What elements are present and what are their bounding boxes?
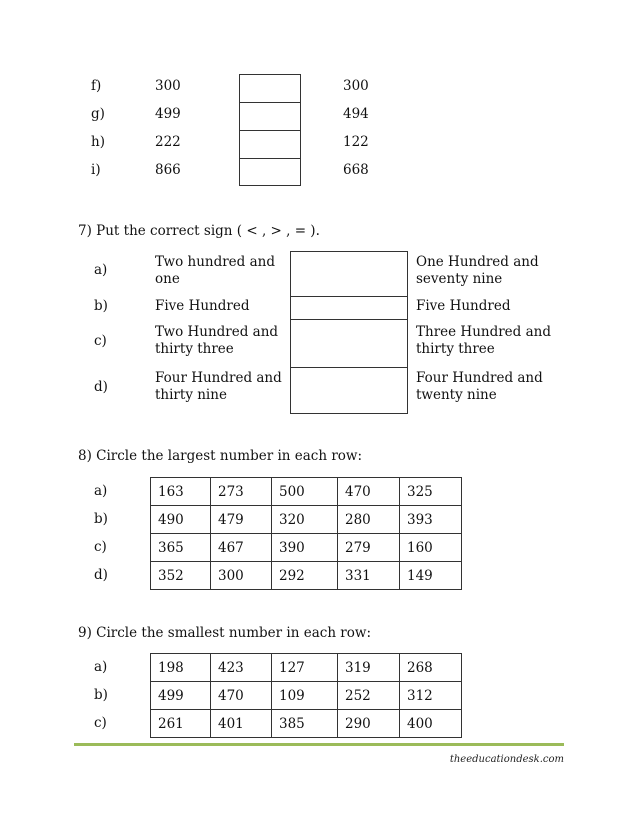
row-label: d) — [94, 379, 108, 395]
left-words: Two Hundred and thirty three — [155, 324, 279, 357]
sign-box[interactable] — [290, 319, 408, 368]
row-label: f) — [91, 78, 102, 94]
left-number: 866 — [155, 162, 181, 178]
row-label: c) — [94, 539, 107, 555]
row-label: c) — [94, 333, 107, 349]
number-cell[interactable]: 325 — [399, 477, 462, 506]
number-cell[interactable]: 280 — [337, 505, 400, 534]
answer-box[interactable] — [239, 102, 301, 131]
number-cell[interactable]: 292 — [271, 561, 338, 590]
number-cell[interactable]: 320 — [271, 505, 338, 534]
right-number: 494 — [343, 106, 369, 122]
row-label: b) — [94, 298, 108, 314]
row-label: h) — [91, 134, 105, 150]
number-cell[interactable]: 467 — [210, 533, 272, 562]
number-cell[interactable]: 500 — [271, 477, 338, 506]
number-cell[interactable]: 470 — [337, 477, 400, 506]
right-number: 300 — [343, 78, 369, 94]
number-cell[interactable]: 312 — [399, 681, 462, 710]
question-title: 9) Circle the smallest number in each row: — [78, 625, 371, 641]
right-words: Three Hundred and thirty three — [416, 324, 551, 357]
row-label: g) — [91, 106, 105, 122]
answer-box[interactable] — [239, 158, 301, 186]
number-cell[interactable]: 109 — [271, 681, 338, 710]
right-number: 122 — [343, 134, 369, 150]
left-number: 300 — [155, 78, 181, 94]
number-cell[interactable]: 385 — [271, 709, 338, 738]
number-cell[interactable]: 261 — [150, 709, 211, 738]
left-number: 499 — [155, 106, 181, 122]
left-words: Two hundred and one — [155, 254, 275, 287]
number-cell[interactable]: 279 — [337, 533, 400, 562]
row-label: c) — [94, 715, 107, 731]
number-cell[interactable]: 127 — [271, 653, 338, 682]
number-cell[interactable]: 331 — [337, 561, 400, 590]
number-cell[interactable]: 499 — [150, 681, 211, 710]
right-words: Four Hundred and twenty nine — [416, 370, 543, 403]
sign-box[interactable] — [290, 296, 408, 320]
row-label: a) — [94, 483, 108, 499]
number-cell[interactable]: 160 — [399, 533, 462, 562]
number-cell[interactable]: 163 — [150, 477, 211, 506]
row-label: b) — [94, 687, 108, 703]
left-words: Four Hundred and thirty nine — [155, 370, 282, 403]
sign-box[interactable] — [290, 251, 408, 297]
question-title: 8) Circle the largest number in each row: — [78, 448, 363, 464]
footer-rule — [74, 743, 564, 746]
number-cell[interactable]: 352 — [150, 561, 211, 590]
number-cell[interactable]: 490 — [150, 505, 211, 534]
number-cell[interactable]: 290 — [337, 709, 400, 738]
answer-box[interactable] — [239, 130, 301, 159]
right-words: One Hundred and seventy nine — [416, 254, 539, 287]
row-label: i) — [91, 162, 101, 178]
number-cell[interactable]: 319 — [337, 653, 400, 682]
footer-site: theeducationdesk.com — [449, 754, 564, 765]
number-cell[interactable]: 390 — [271, 533, 338, 562]
row-label: a) — [94, 659, 108, 675]
number-cell[interactable]: 401 — [210, 709, 272, 738]
number-cell[interactable]: 365 — [150, 533, 211, 562]
right-number: 668 — [343, 162, 369, 178]
number-cell[interactable]: 479 — [210, 505, 272, 534]
number-cell[interactable]: 393 — [399, 505, 462, 534]
row-label: d) — [94, 567, 108, 583]
number-cell[interactable]: 470 — [210, 681, 272, 710]
left-words: Five Hundred — [155, 298, 250, 314]
number-cell[interactable]: 400 — [399, 709, 462, 738]
left-number: 222 — [155, 134, 181, 150]
number-cell[interactable]: 149 — [399, 561, 462, 590]
question-title: 7) Put the correct sign ( < , > , = ). — [78, 223, 320, 239]
row-label: a) — [94, 262, 108, 278]
number-cell[interactable]: 198 — [150, 653, 211, 682]
sign-box[interactable] — [290, 367, 408, 414]
answer-box[interactable] — [239, 74, 301, 103]
number-cell[interactable]: 268 — [399, 653, 462, 682]
number-cell[interactable]: 273 — [210, 477, 272, 506]
number-cell[interactable]: 300 — [210, 561, 272, 590]
row-label: b) — [94, 511, 108, 527]
number-cell[interactable]: 423 — [210, 653, 272, 682]
number-cell[interactable]: 252 — [337, 681, 400, 710]
right-words: Five Hundred — [416, 298, 511, 314]
